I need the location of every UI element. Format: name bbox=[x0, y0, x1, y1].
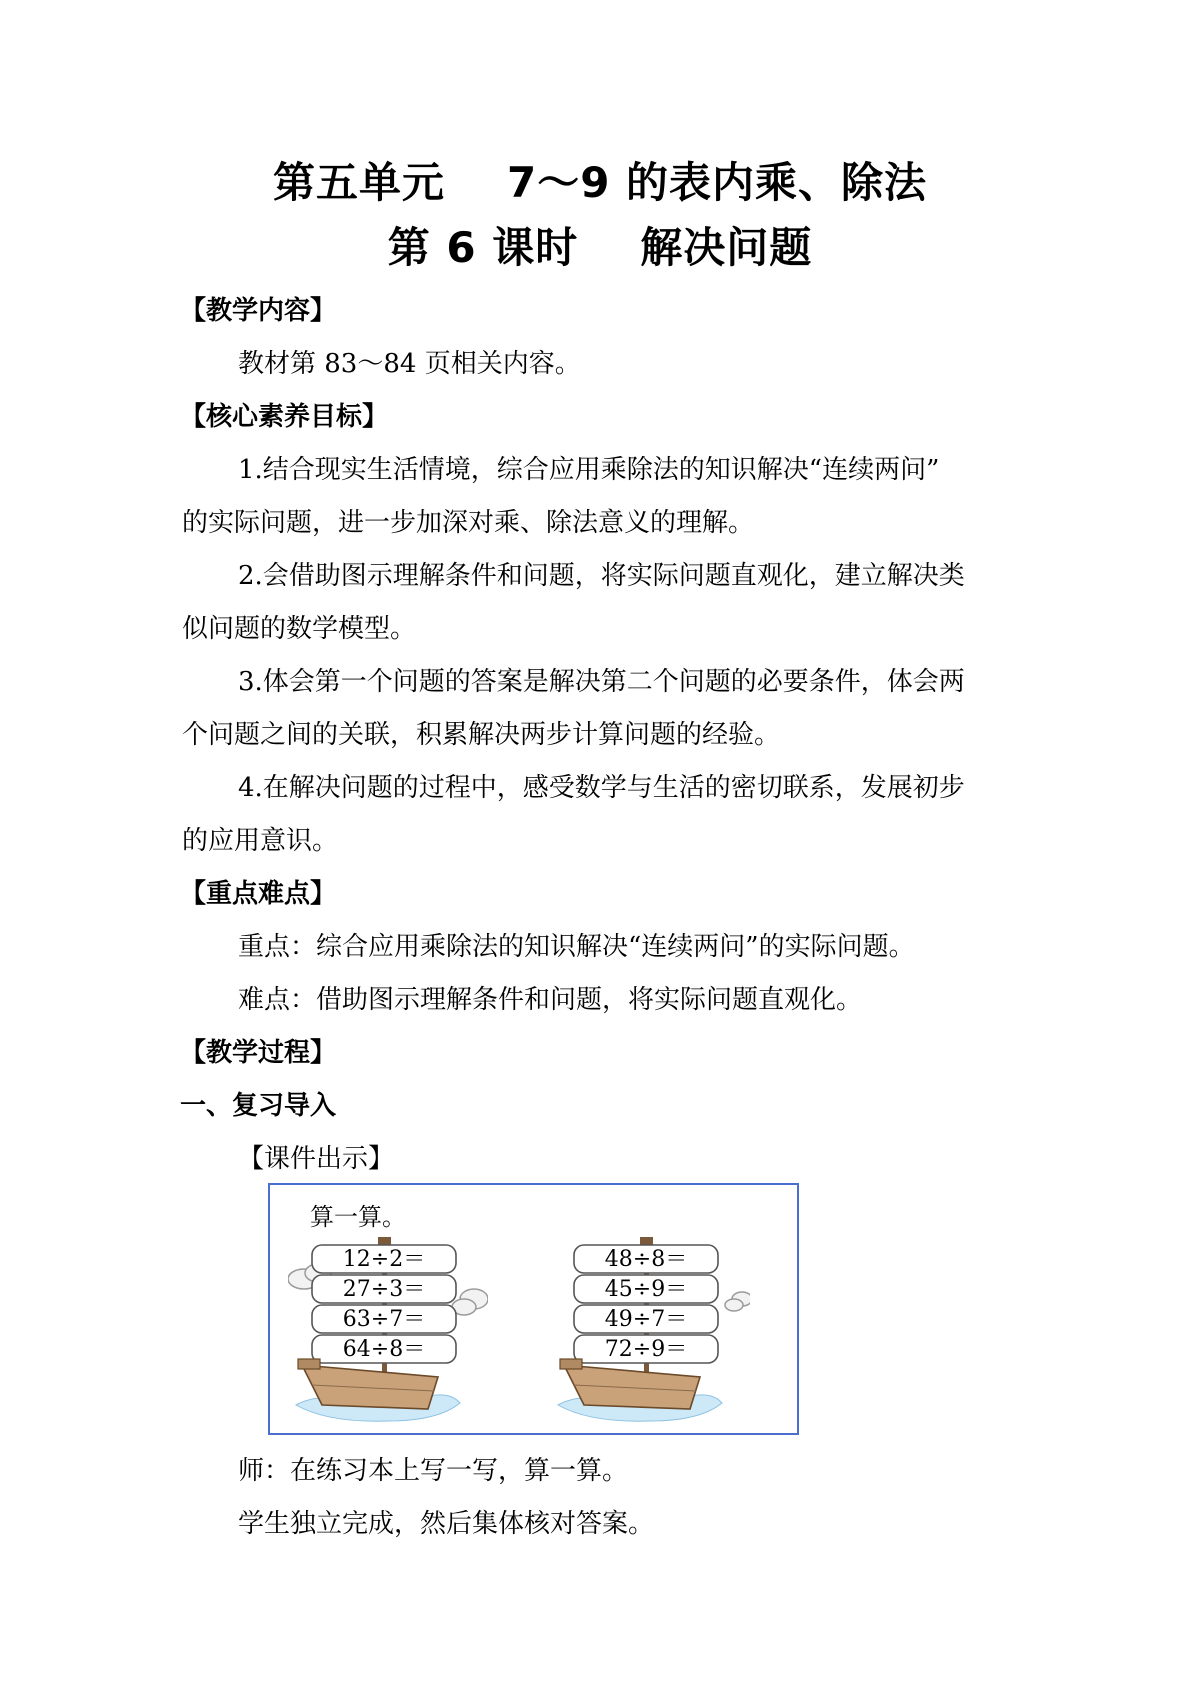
goal-3-line-1: 3.体会第一个问题的答案是解决第二个问题的必要条件，体会两 bbox=[238, 667, 965, 697]
equation: 48÷8＝ bbox=[604, 1247, 688, 1272]
equation: 63÷7＝ bbox=[342, 1307, 426, 1332]
unit-title bbox=[0, 150, 1200, 210]
section-heading-content: 【教学内容】 bbox=[180, 296, 337, 326]
goal-1-line-2: 的实际问题，进一步加深对乘、除法意义的理解。 bbox=[182, 508, 755, 538]
difficulty-text: 难点：借助图示理解条件和问题，将实际问题直观化。 bbox=[238, 985, 863, 1015]
student-line: 学生独立完成，然后集体核对答案。 bbox=[238, 1509, 655, 1539]
unit-name: 第五单元 bbox=[272, 158, 445, 207]
unit-topic: 7～9 的表内乘、除法 bbox=[506, 158, 928, 207]
goal-3-line-2: 个问题之间的关联，积累解决两步计算问题的经验。 bbox=[182, 720, 781, 750]
equation: 64÷8＝ bbox=[342, 1337, 426, 1362]
exercise-box bbox=[268, 1183, 799, 1435]
equation: 72÷9＝ bbox=[604, 1337, 688, 1362]
goal-4-line-1: 4.在解决问题的过程中，感受数学与生活的密切联系，发展初步 bbox=[238, 773, 965, 803]
part1-heading: 一、复习导入 bbox=[180, 1091, 337, 1121]
section-heading-goals: 【核心素养目标】 bbox=[180, 402, 389, 432]
sailboat-right bbox=[550, 1237, 750, 1427]
lesson-number: 第 6 课时 bbox=[387, 223, 579, 272]
goal-4-line-2: 的应用意识。 bbox=[182, 826, 339, 856]
goal-2-line-2: 似问题的数学模型。 bbox=[182, 614, 417, 644]
teacher-line: 师：在练习本上写一写，算一算。 bbox=[238, 1456, 629, 1486]
key-point-text: 重点：综合应用乘除法的知识解决“连续两问”的实际问题。 bbox=[238, 932, 915, 962]
equation: 12÷2＝ bbox=[342, 1247, 426, 1272]
courseware-label: 【课件出示】 bbox=[238, 1144, 395, 1174]
goal-1-line-1: 1.结合现实生活情境，综合应用乘除法的知识解决“连续两问” bbox=[238, 455, 940, 485]
equation: 49÷7＝ bbox=[604, 1307, 688, 1332]
lesson-topic: 解决问题 bbox=[640, 223, 813, 272]
equation: 27÷3＝ bbox=[342, 1277, 426, 1302]
goal-2-line-1: 2.会借助图示理解条件和问题，将实际问题直观化，建立解决类 bbox=[238, 561, 965, 591]
sailboat-left bbox=[288, 1237, 488, 1427]
equation: 45÷9＝ bbox=[604, 1277, 688, 1302]
lesson-title bbox=[0, 215, 1200, 275]
section-heading-process: 【教学过程】 bbox=[180, 1038, 337, 1068]
content-text: 教材第 83～84 页相关内容。 bbox=[238, 349, 581, 379]
section-heading-key-points: 【重点难点】 bbox=[180, 879, 337, 909]
exercise-title: 算一算。 bbox=[310, 1203, 406, 1231]
